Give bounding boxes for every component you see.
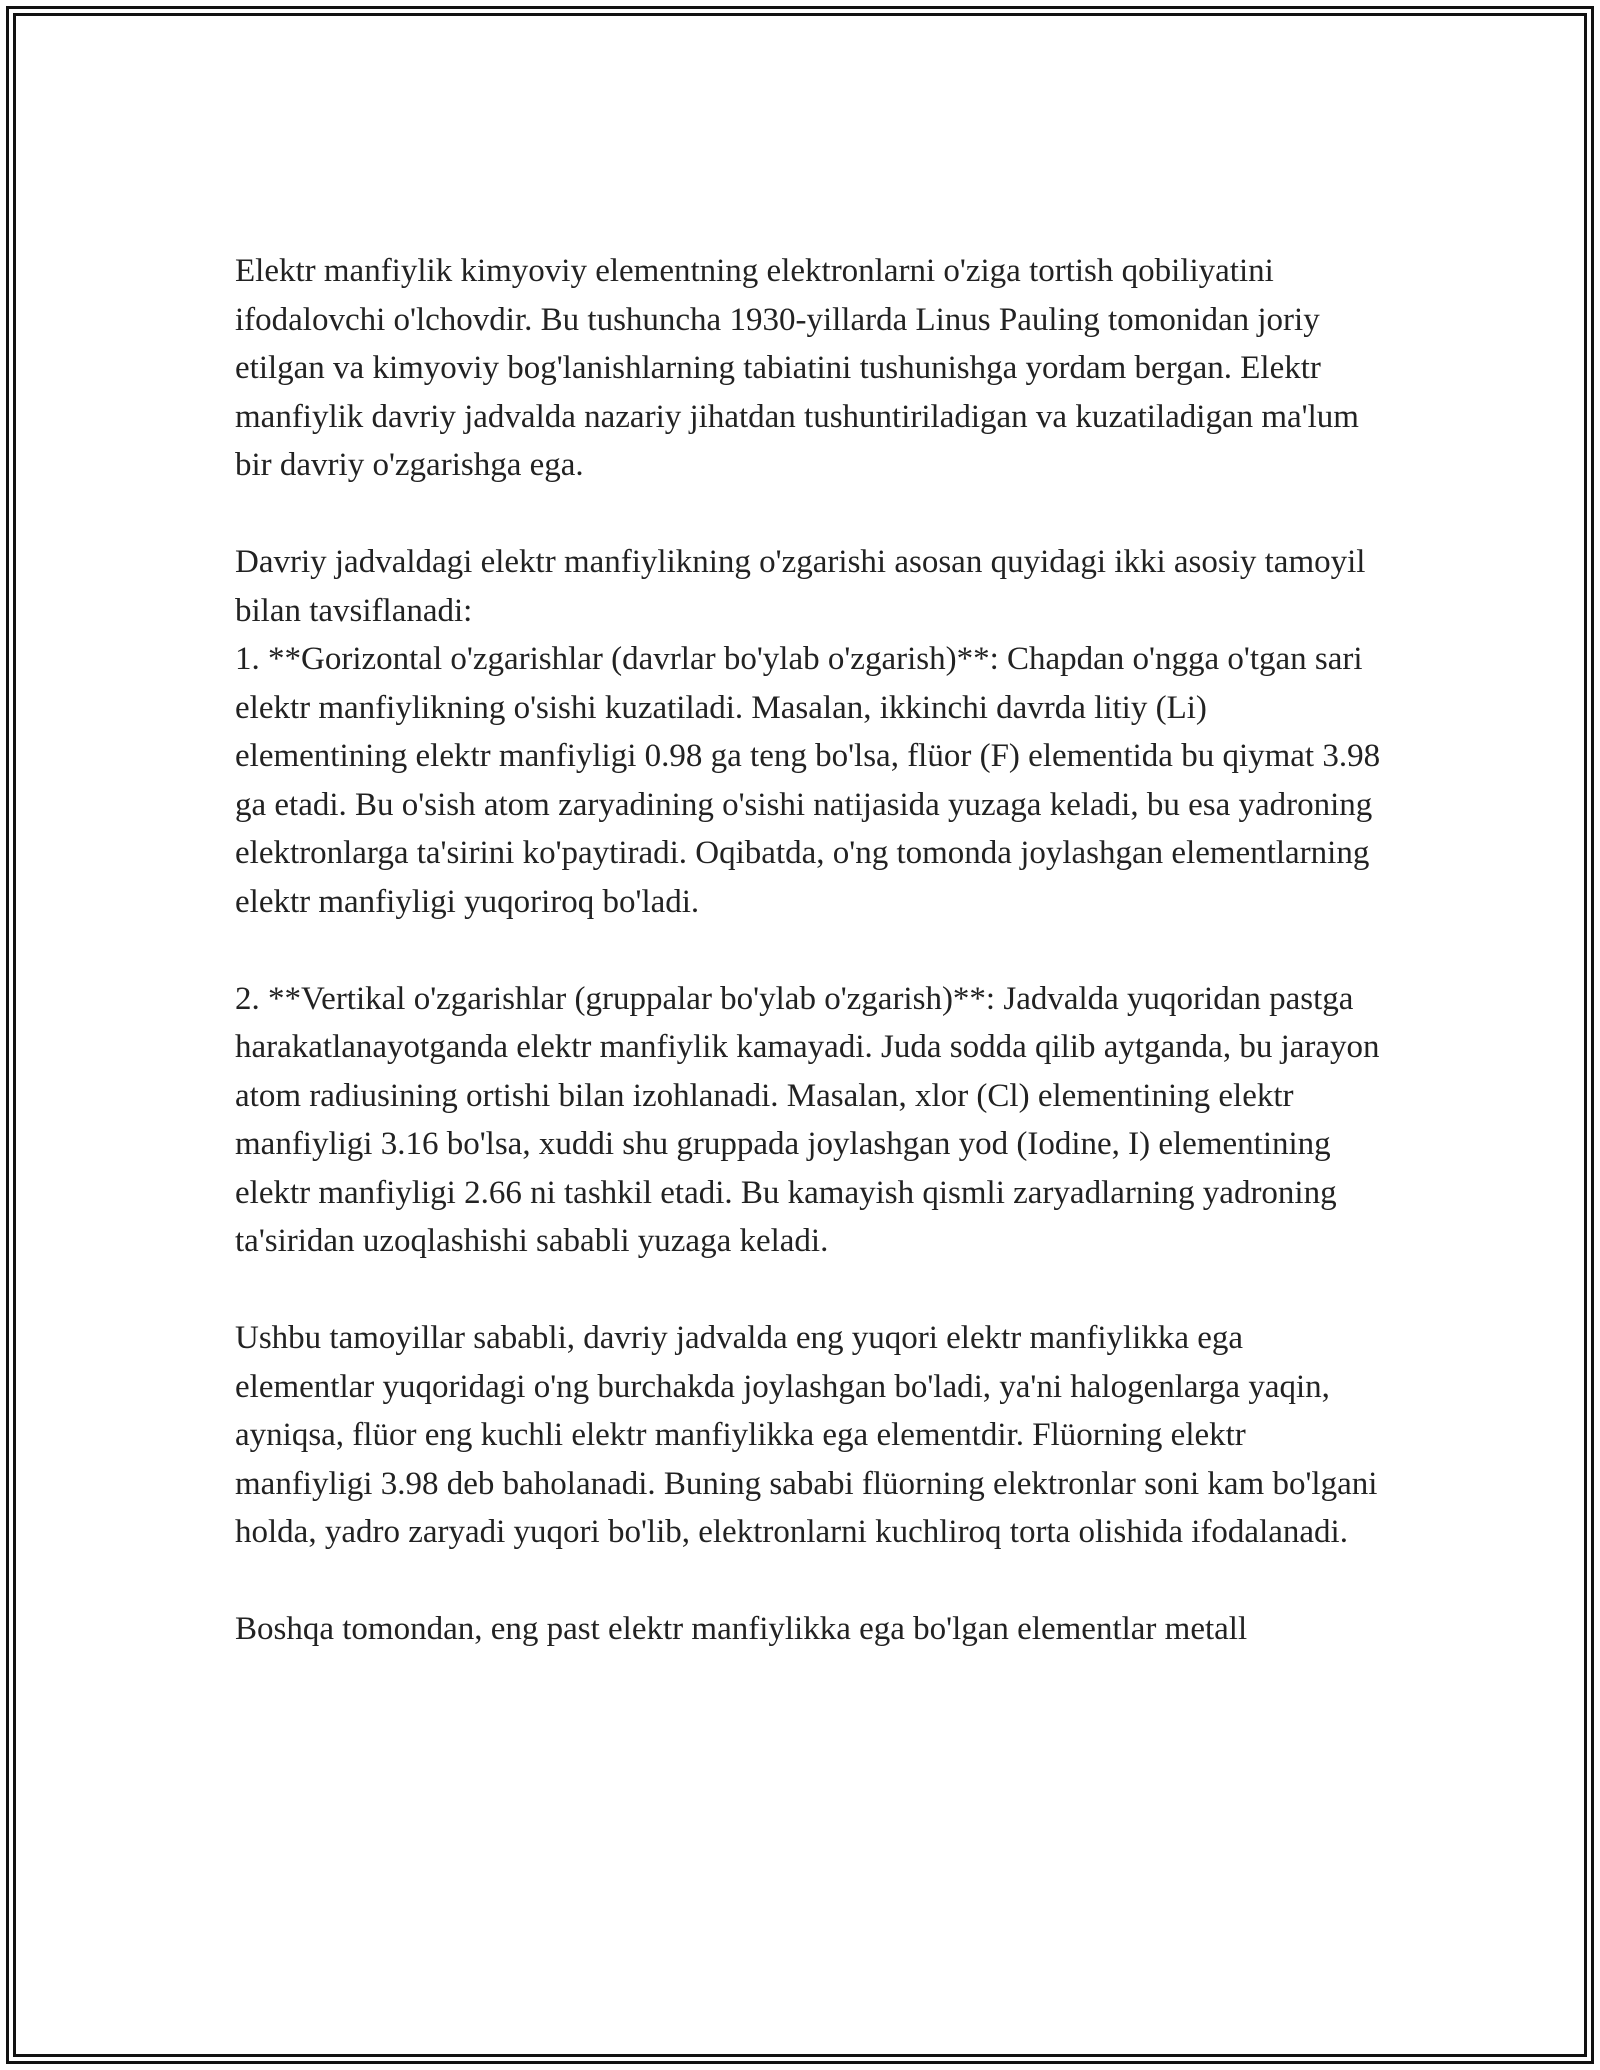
paragraph-horizontal-trend: 1. **Gorizontal o'zgarishlar (davrlar bo'ylab o'zgarish)**: Chapdan o'ngga o'tgan sari elektr manfiylikning o'sishi kuzatiladi. Masalan, ikkinchi davrda litiy (Li) elementining elektr manfiyligi 0.98 ga teng bo'lsa, flüor (F) elementida bu qiymat 3.98 ga etadi. Bu o'sish atom zaryadining o'sishi natijasida yuzaga keladi, bu esa yadroning elektronlarga ta'sirini ko'paytiradi. Oqibatda, o'ng tomonda joylashgan elementlarning elektr manfiyligi yuqoriroq bo'ladi. [235,641,1381,920]
paragraph-highest-electronegativity: Ushbu tamoyillar sababli, davriy jadvalda eng yuqori elektr manfiylikka ega elementlar yuqoridagi o'ng burchakda joylashgan bo'ladi, ya'ni halogenlarga yaqin, ayniqsa, flüor eng kuchli elektr manfiylikka ega elementdir. Flüorning elektr manfiyligi 3.98 deb baholanadi. Buning sababi flüorning elektronlar soni kam bo'lgani holda, yadro zaryadi yuqori bo'lib, elektronlarni kuchliroq torta olishida ifodalanadi. [235,1320,1378,1550]
paragraph-vertical-trend: 2. **Vertikal o'zgarishlar (gruppalar bo'ylab o'zgarish)**: Jadvalda yuqoridan pastga harakatlanayotganda elektr manfiylik kamayadi. Juda sodda qilib aytganda, bu jarayon atom radiusining ortishi bilan izohlanadi. Masalan, xlor (Cl) elementining elektr manfiyligi 3.16 bo'lsa, xuddi shu gruppada joylashgan yod (Iodine, I) elementining elektr manfiyligi 2.66 ni tashkil etadi. Bu kamayish qismli zaryadlarning yadroning ta'siridan uzoqlashishi sababli yuzaga keladi. [235,980,1380,1259]
paragraph-lowest-electronegativity: Boshqa tomondan, eng past elektr manfiylikka ega bo'lgan elementlar metall [235,1611,1248,1647]
document-body [235,247,1385,1702]
paragraph-principles-lead: Davriy jadvaldagi elektr manfiylikning o'zgarishi asosan quyidagi ikki asosiy tamoyil bilan tavsiflanadi: [235,544,1366,629]
paragraph-intro: Elektr manfiylik kimyoviy elementning elektronlarni o'ziga tortish qobiliyatini ifodalovchi o'lchovdir. Bu tushuncha 1930-yillarda Linus Pauling tomonidan joriy etilgan va kimyoviy bog'lanishlarning tabiatini tushunishga yordam bergan. Elektr manfiylik davriy jadvalda nazariy jihatdan tushuntiriladigan va kuzatiladigan ma'lum bir davriy o'zgarishga ega. [235,253,1359,483]
